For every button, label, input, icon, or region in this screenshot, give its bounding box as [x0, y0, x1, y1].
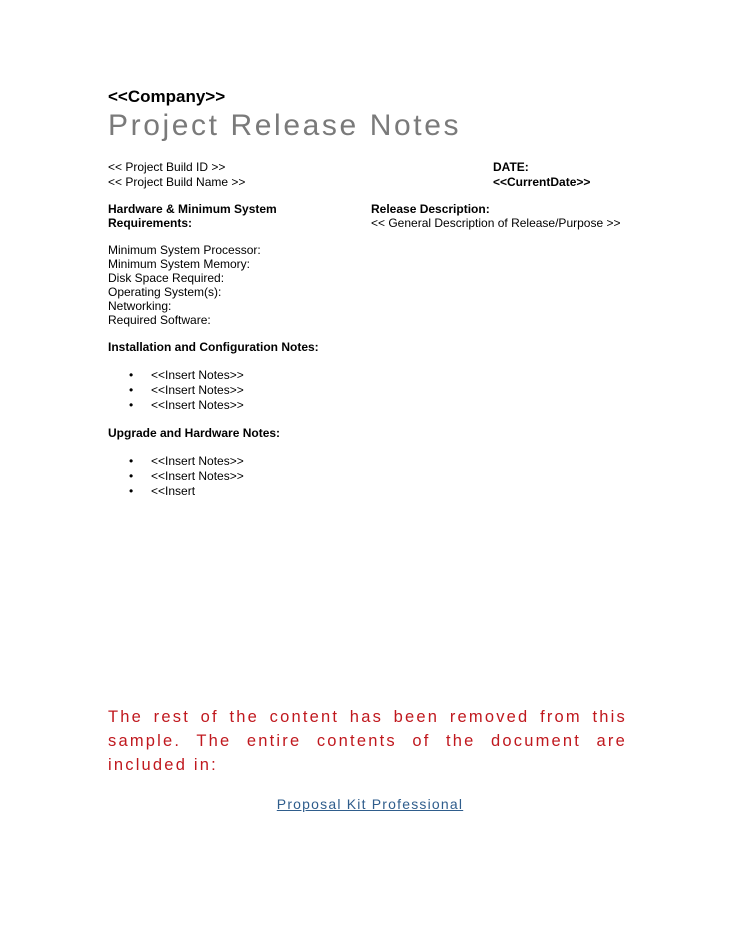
release-description-text: << General Description of Release/Purpose >> [371, 216, 621, 230]
bullet-icon: • [129, 368, 134, 382]
requirement-item: Networking: [108, 299, 172, 313]
upgrade-notes-list [108, 454, 244, 499]
list-item: • <<Insert [129, 484, 196, 498]
date-value: <<CurrentDate>> [493, 175, 591, 189]
installation-heading: Installation and Configuration Notes: [108, 340, 319, 354]
requirements-list [108, 243, 261, 327]
requirement-item: Minimum System Memory: [108, 257, 251, 271]
bullet-icon: • [129, 383, 134, 397]
requirement-item: Disk Space Required: [108, 271, 225, 285]
upgrade-heading: Upgrade and Hardware Notes: [108, 426, 281, 440]
list-item: • <<Insert Notes>> [129, 398, 244, 412]
requirement-item: Minimum System Processor: [108, 243, 261, 257]
list-item: • <<Insert Notes>> [129, 454, 244, 468]
company-placeholder: <<Company>> [108, 87, 226, 106]
bullet-icon: • [129, 398, 134, 412]
bullet-icon: • [129, 454, 134, 468]
page-title: Project Release Notes [108, 109, 462, 142]
proposal-kit-link[interactable]: Proposal Kit Professional [276, 796, 464, 812]
bullet-icon: • [129, 484, 134, 498]
content-removed-notice: The rest of the content has been removed from this sample. The entire contents of the document are included in: [108, 708, 627, 774]
project-build-id: << Project Build ID >> [108, 160, 226, 174]
requirements-heading-line1: Hardware & Minimum System [108, 202, 277, 216]
requirement-item: Operating System(s): [108, 285, 222, 299]
requirement-item: Required Software: [108, 313, 211, 327]
release-description-heading: Release Description: [371, 202, 490, 216]
bullet-icon: • [129, 469, 134, 483]
list-item: • <<Insert Notes>> [129, 469, 244, 483]
list-item: • <<Insert Notes>> [129, 383, 244, 397]
installation-notes-list [108, 368, 244, 413]
date-label: DATE: [493, 160, 529, 174]
list-item: • <<Insert Notes>> [129, 368, 244, 382]
project-build-name: << Project Build Name >> [108, 175, 246, 189]
requirements-heading-line2: Requirements: [108, 216, 193, 230]
proposal-kit-link-wrapper [0, 796, 736, 812]
